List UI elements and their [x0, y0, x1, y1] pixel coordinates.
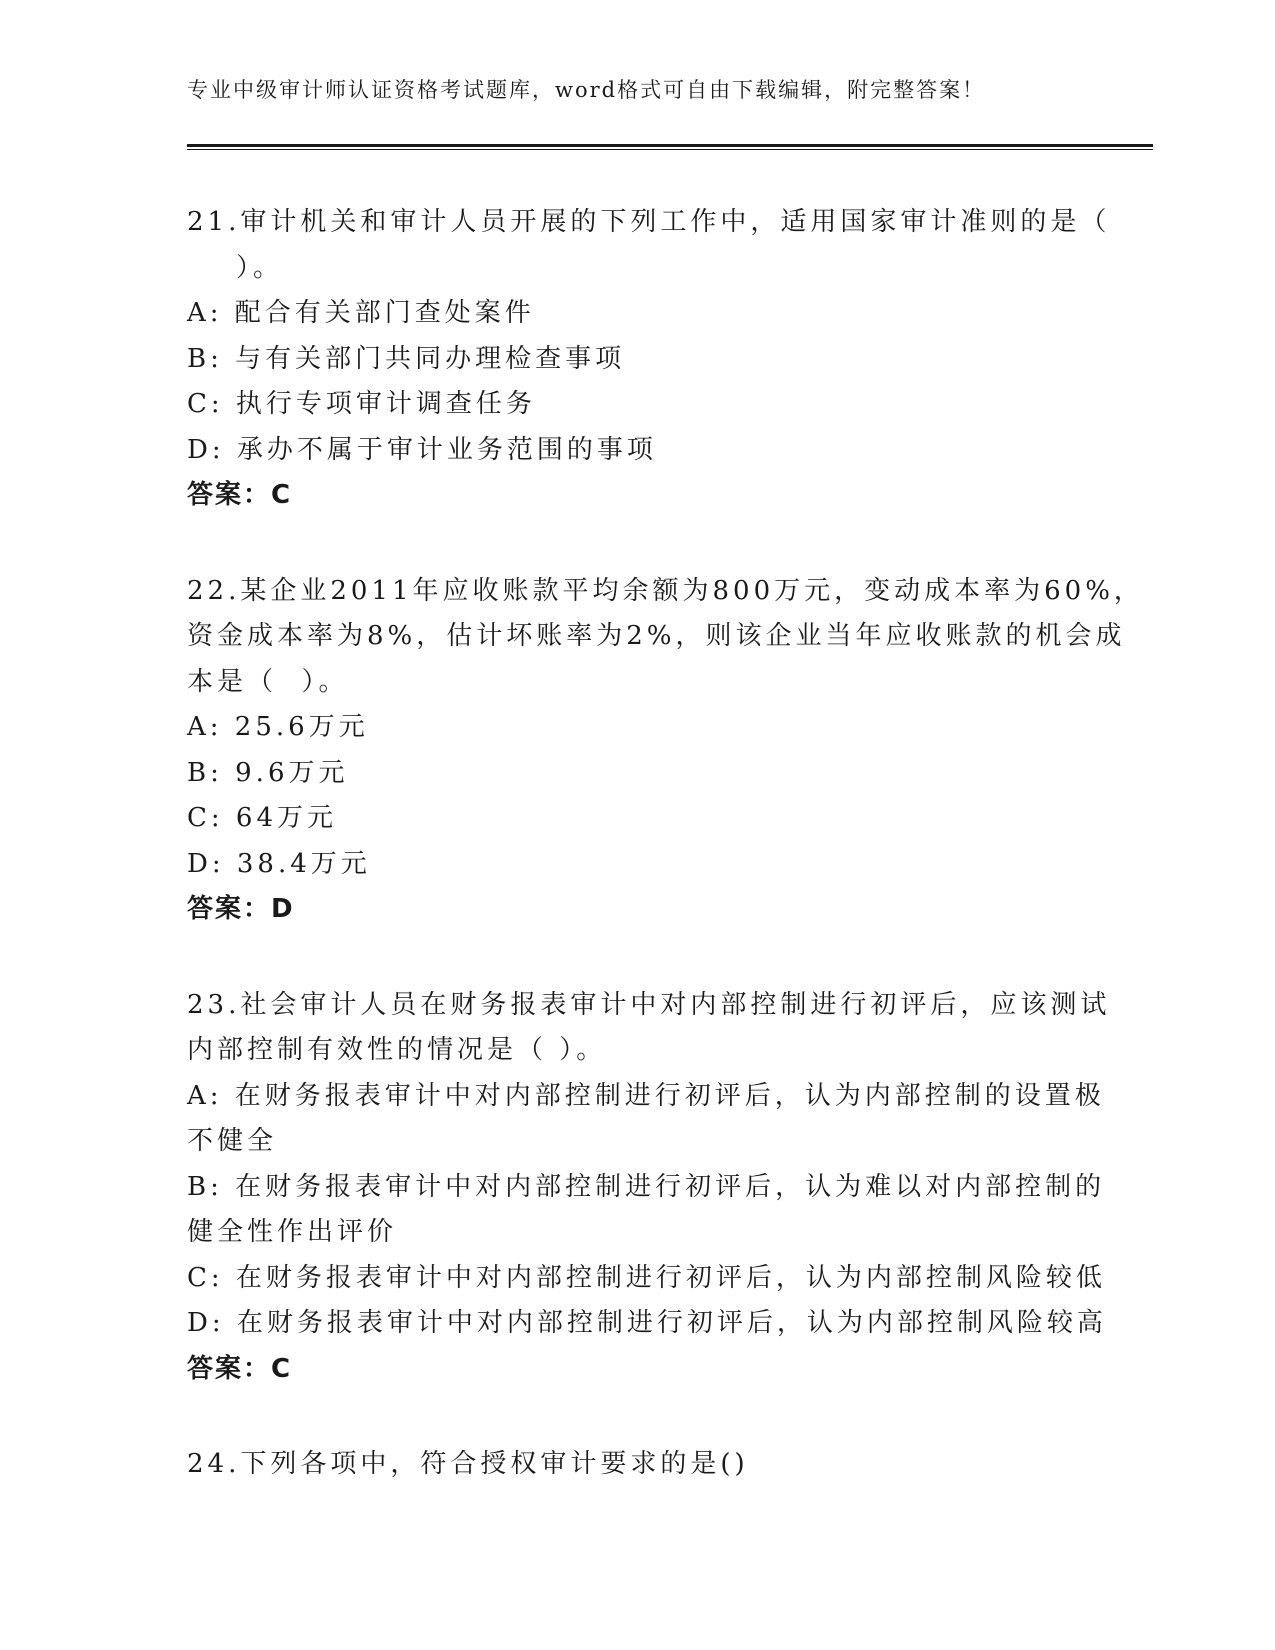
question-stem-line: 21.审计机关和审计人员开展的下列工作中，适用国家审计准则的是（	[187, 207, 1111, 237]
option-a: A: 在财务报表审计中对内部控制进行初评后，认为内部控制的设置极	[187, 1080, 1105, 1111]
option-a-continued: 不健全	[187, 1126, 278, 1156]
answer: 答案：C	[187, 1353, 293, 1384]
question-stem-line: 资金成本率为8%，估计坏账率为2%，则该企业当年应收账款的机会成	[187, 621, 1126, 651]
option-b: B: 在财务报表审计中对内部控制进行初评后，认为难以对内部控制的	[187, 1171, 1106, 1202]
question-stem-line: 23.社会审计人员在财务报表审计中对内部控制进行初评后，应该测试	[187, 989, 1111, 1020]
answer: 答案：D	[187, 894, 295, 924]
option-c: C: 执行专项审计调查任务	[187, 389, 536, 419]
question-22	[187, 569, 1144, 933]
question-stem-line: 22.某企业2011年应收账款平均余额为800万元，变动成本率为60%，	[187, 575, 1144, 606]
question-stem-line: 本是（ ）。	[187, 666, 349, 697]
question-stem-line: ）。	[187, 252, 284, 283]
option-c: C: 64万元	[187, 803, 338, 833]
option-d: D: 38.4万元	[187, 848, 371, 879]
header-rule-thick	[187, 144, 1153, 147]
question-stem-line: 24.下列各项中，符合授权审计要求的是()	[187, 1449, 749, 1479]
question-21	[187, 200, 1111, 519]
option-b: B: 9.6万元	[187, 757, 349, 788]
option-a: A: 25.6万元	[187, 712, 369, 742]
option-a: A: 配合有关部门查处案件	[187, 298, 535, 328]
option-d: D: 在财务报表审计中对内部控制进行初评后，认为内部控制风险较高	[187, 1308, 1107, 1338]
question-23	[187, 983, 1111, 1393]
option-b-continued: 健全性作出评价	[187, 1217, 398, 1247]
option-d: D: 承办不属于审计业务范围的事项	[187, 434, 657, 465]
page-header: 专业中级审计师认证资格考试题库，word格式可自由下载编辑，附完整答案！	[187, 78, 986, 102]
question-24	[187, 1442, 1067, 1488]
question-stem-line: 内部控制有效性的情况是（ ）。	[187, 1035, 607, 1065]
option-b: B: 与有关部门共同办理检查事项	[187, 343, 626, 374]
option-c: C: 在财务报表审计中对内部控制进行初评后，认为内部控制风险较低	[187, 1262, 1106, 1293]
question-list	[187, 200, 1144, 1538]
header-rule-thin	[187, 149, 1153, 150]
answer: 答案：C	[187, 480, 293, 510]
